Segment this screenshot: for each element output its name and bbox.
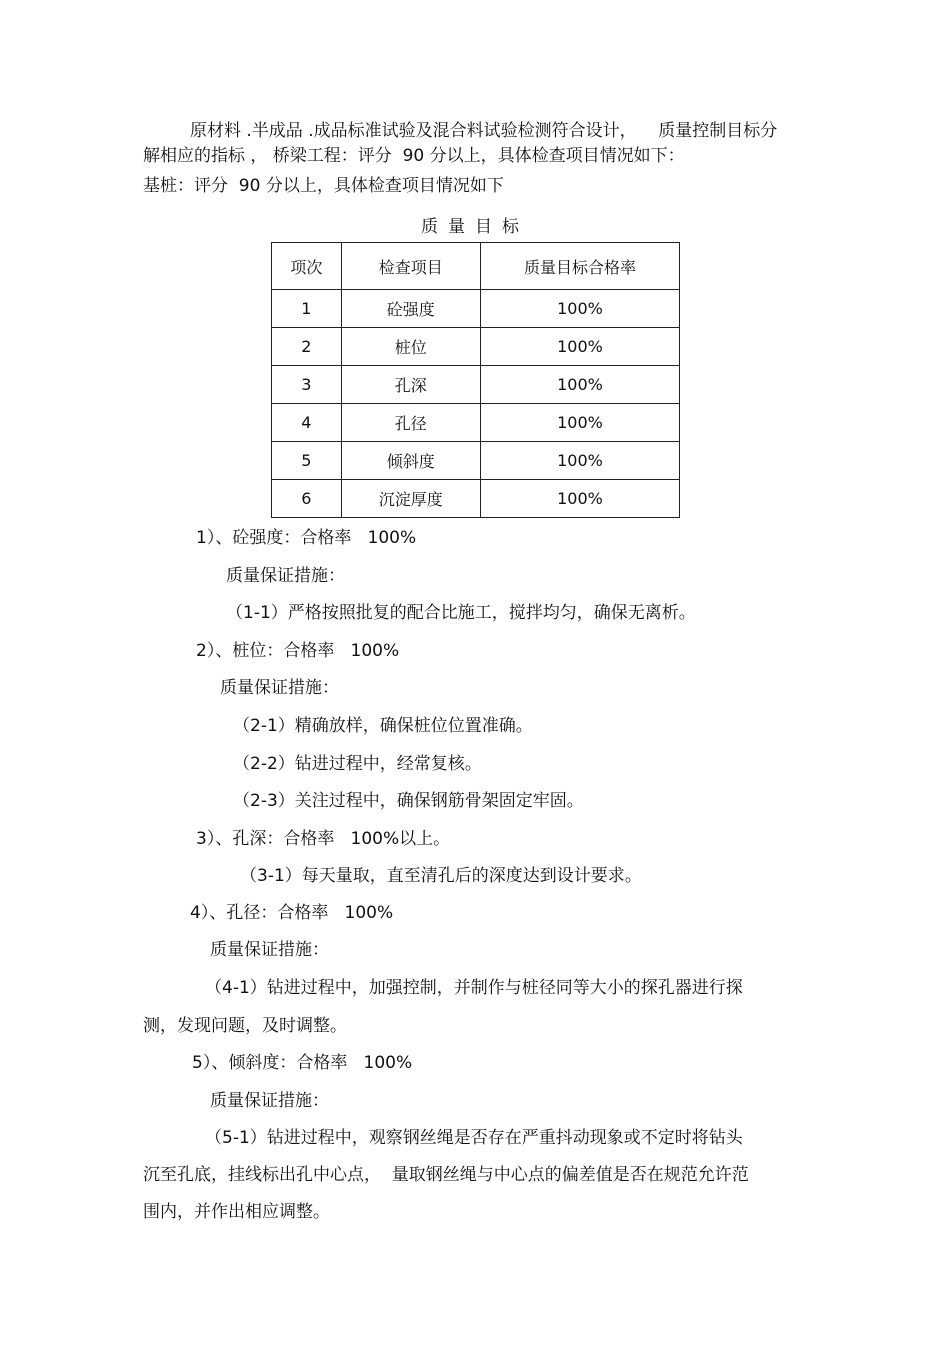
cell-pass-rate: 100% bbox=[480, 442, 679, 480]
cell-item: 孔深 bbox=[341, 366, 480, 404]
table-row bbox=[272, 366, 680, 404]
cell-index: 6 bbox=[272, 480, 342, 518]
section-4-qa-label: 质量保证措施： bbox=[210, 940, 329, 960]
section-4-heading: 4）、孔径：合格率 100% bbox=[190, 903, 394, 923]
cell-pass-rate: 100% bbox=[480, 290, 679, 328]
intro-line-3: 基桩：评分 90 分以上，具体检查项目情况如下 bbox=[143, 176, 504, 196]
header-item: 检查项目 bbox=[341, 243, 480, 290]
quality-target-table bbox=[271, 242, 680, 518]
table-row bbox=[272, 328, 680, 366]
section-1-qa-label: 质量保证措施： bbox=[226, 566, 345, 586]
section-3-measure-1: （3-1）每天量取，直至清孔后的深度达到设计要求。 bbox=[240, 866, 642, 886]
section-5-measure-1-line-3: 围内，并作出相应调整。 bbox=[143, 1202, 330, 1222]
table-row bbox=[272, 442, 680, 480]
cell-item: 桩位 bbox=[341, 328, 480, 366]
section-5-qa-label: 质量保证措施： bbox=[210, 1091, 329, 1111]
cell-pass-rate: 100% bbox=[480, 480, 679, 518]
intro-line-2: 解相应的指标 ， 桥梁工程：评分 90 分以上，具体检查项目情况如下： bbox=[143, 146, 685, 166]
section-5-measure-1-line-2: 沉至孔底，挂线标出孔中心点， 量取钢丝绳与中心点的偏差值是否在规范允许范 bbox=[143, 1165, 749, 1185]
header-index: 项次 bbox=[272, 243, 342, 290]
section-4-measure-1-line-2: 测，发现问题，及时调整。 bbox=[143, 1016, 347, 1036]
section-2-measure-3: （2-3）关注过程中，确保钢筋骨架固定牢固。 bbox=[233, 791, 584, 811]
section-2-qa-label: 质量保证措施： bbox=[220, 678, 339, 698]
section-1-heading: 1）、砼强度：合格率 100% bbox=[196, 528, 417, 548]
cell-pass-rate: 100% bbox=[480, 328, 679, 366]
table-row bbox=[272, 480, 680, 518]
cell-item: 砼强度 bbox=[341, 290, 480, 328]
table-row bbox=[272, 290, 680, 328]
section-2-measure-1: （2-1）精确放样，确保桩位位置准确。 bbox=[233, 716, 533, 736]
cell-index: 3 bbox=[272, 366, 342, 404]
section-5-heading: 5）、倾斜度：合格率 100% bbox=[192, 1053, 413, 1073]
cell-item: 沉淀厚度 bbox=[341, 480, 480, 518]
cell-item: 孔径 bbox=[341, 404, 480, 442]
cell-index: 5 bbox=[272, 442, 342, 480]
table-header-row bbox=[272, 243, 680, 290]
cell-index: 2 bbox=[272, 328, 342, 366]
section-3-heading: 3）、孔深：合格率 100%以上。 bbox=[196, 829, 451, 849]
cell-item: 倾斜度 bbox=[341, 442, 480, 480]
table-title: 质量目标 bbox=[421, 217, 529, 237]
table-row bbox=[272, 404, 680, 442]
cell-index: 1 bbox=[272, 290, 342, 328]
cell-pass-rate: 100% bbox=[480, 404, 679, 442]
section-1-measure-1: （1-1）严格按照批复的配合比施工，搅拌均匀，确保无离析。 bbox=[226, 603, 696, 623]
section-5-measure-1-line-1: （5-1）钻进过程中，观察钢丝绳是否存在严重抖动现象或不定时将钻头 bbox=[205, 1128, 743, 1148]
section-2-heading: 2）、桩位：合格率 100% bbox=[196, 641, 400, 661]
cell-pass-rate: 100% bbox=[480, 366, 679, 404]
section-2-measure-2: （2-2）钻进过程中，经常复核。 bbox=[233, 754, 482, 774]
cell-index: 4 bbox=[272, 404, 342, 442]
section-4-measure-1-line-1: （4-1）钻进过程中，加强控制，并制作与桩径同等大小的探孔器进行探 bbox=[205, 978, 743, 998]
header-pass-rate: 质量目标合格率 bbox=[480, 243, 679, 290]
intro-line-1: 原材料 .半成品 .成品标准试验及混合料试验检测符合设计， 质量控制目标分 bbox=[190, 121, 778, 141]
